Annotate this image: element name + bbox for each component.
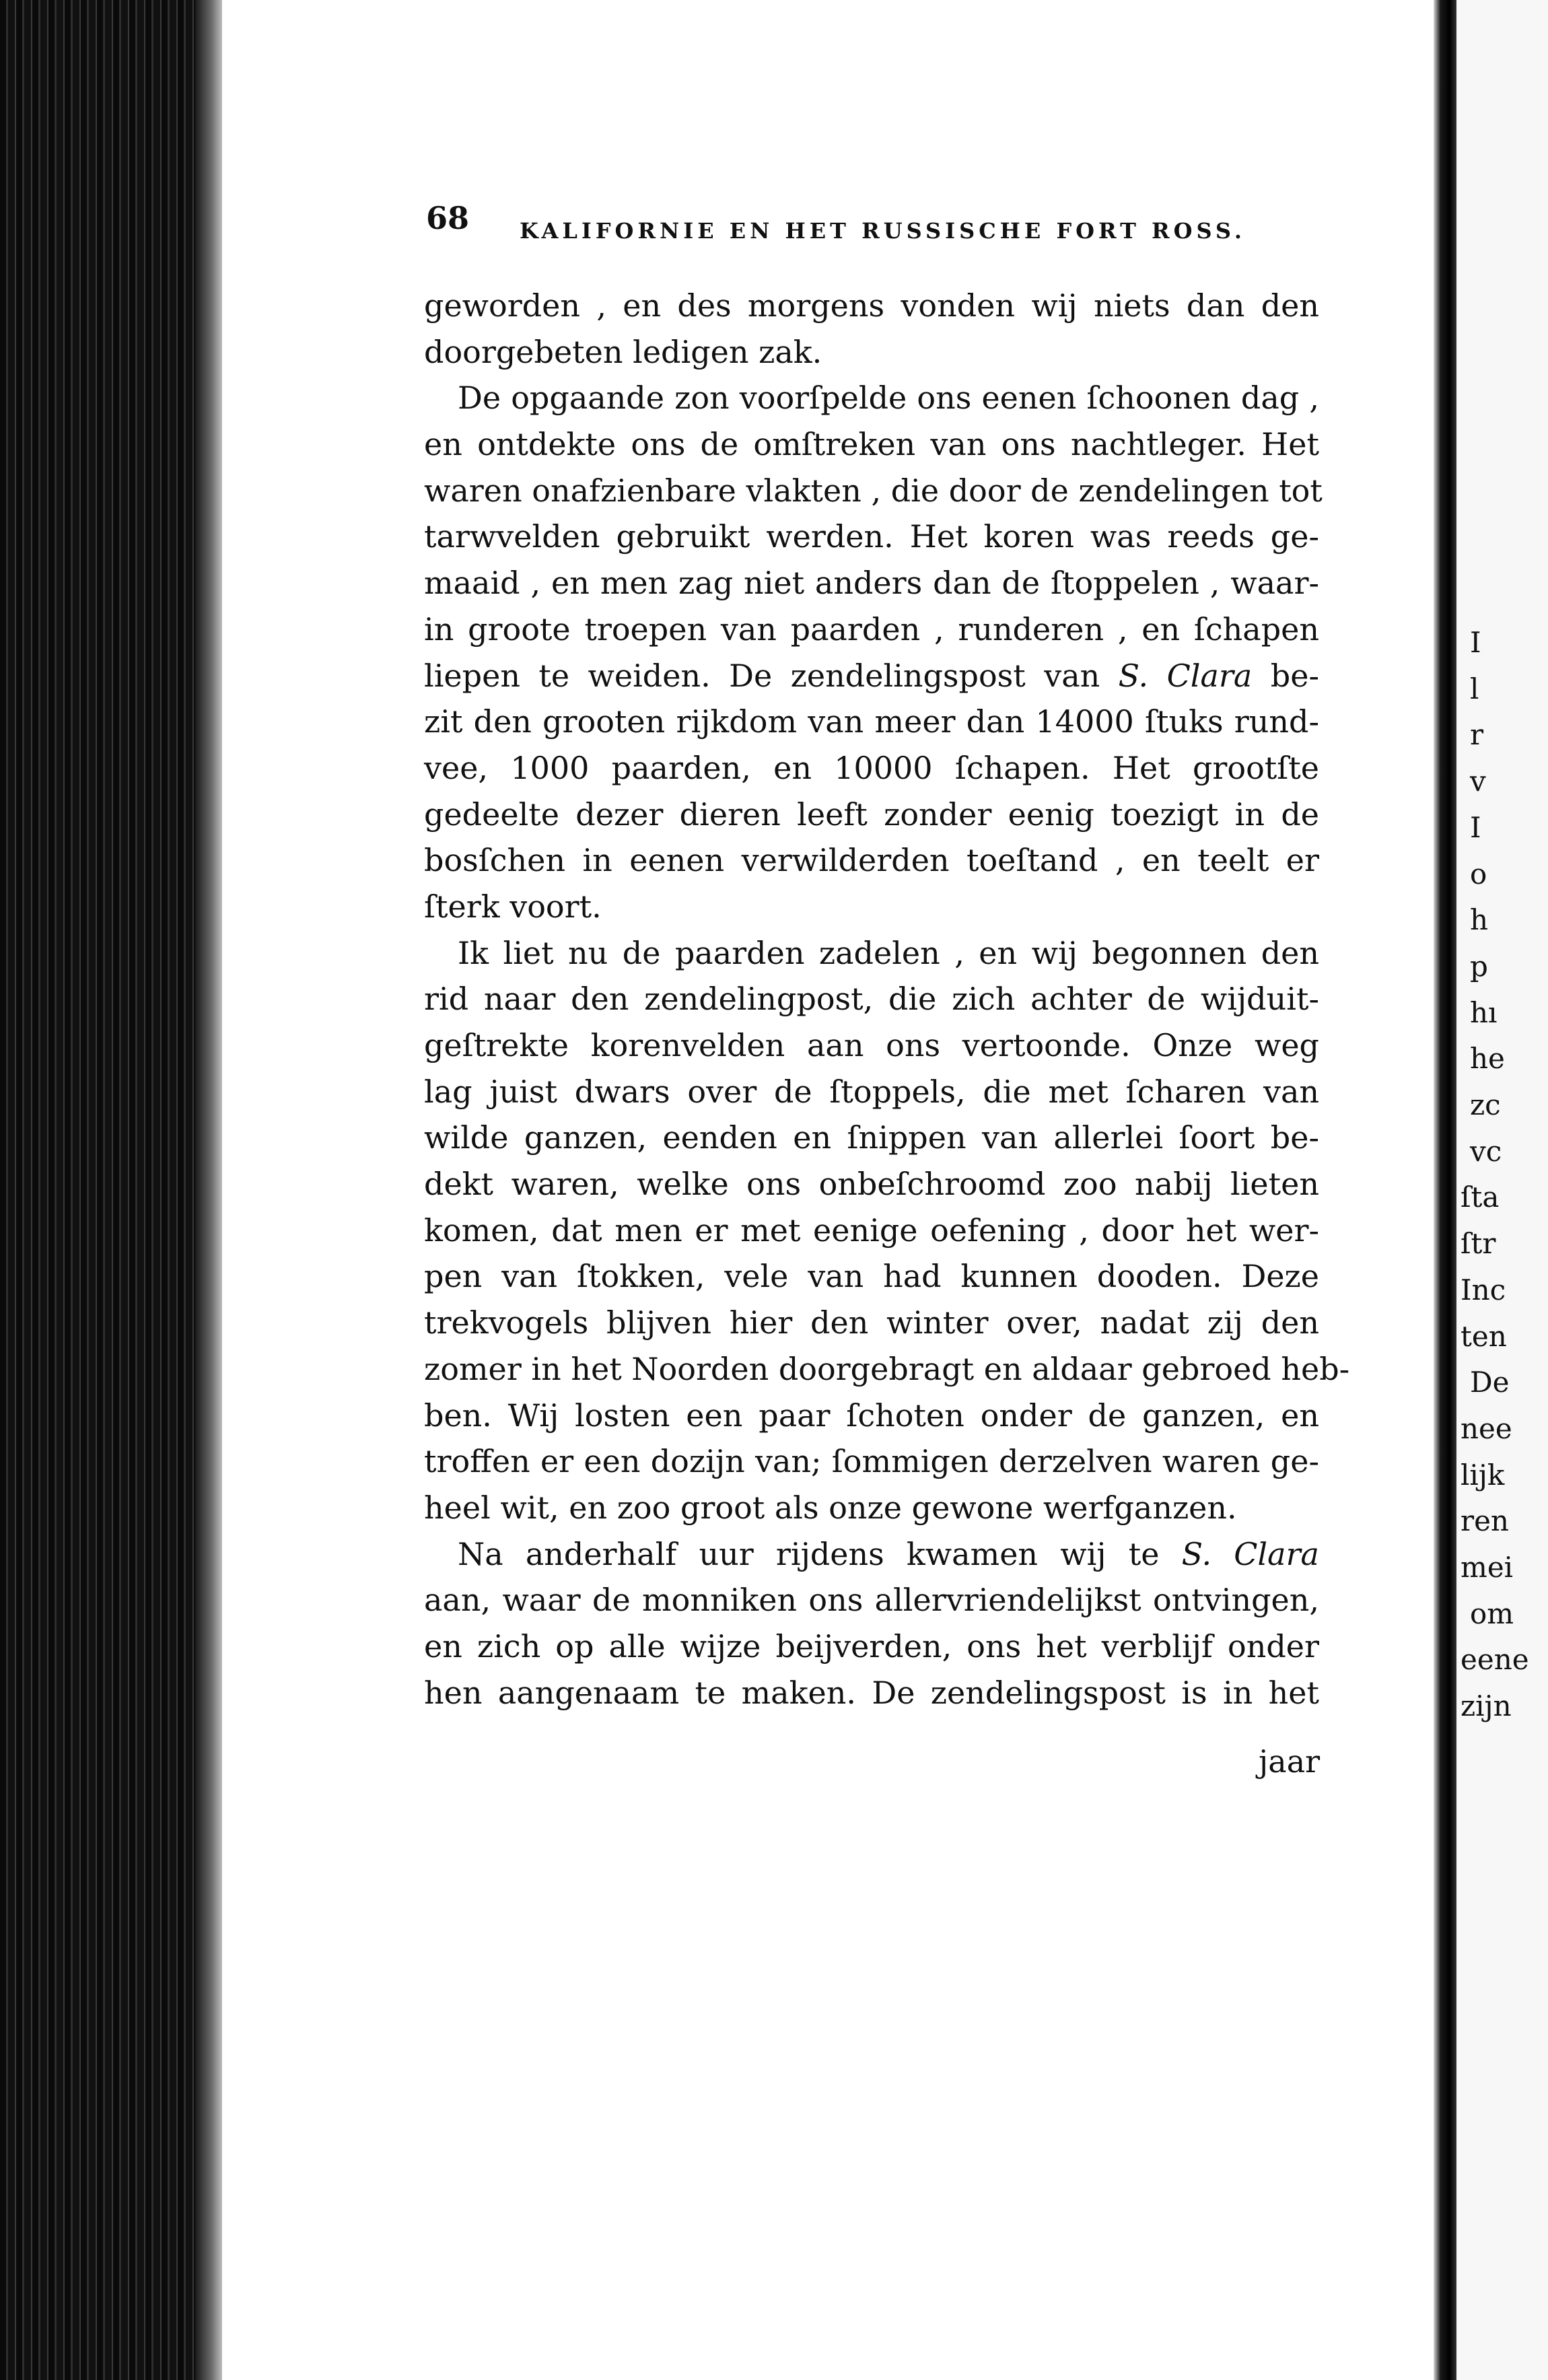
next-page-fragment: v [1470,765,1486,798]
text-line: geworden , en des morgens vonden wij niets dan den [424,287,1319,324]
text-line: zomer in het Noorden doorgebragt en aldaar gebroed heb- [424,1350,1350,1387]
next-page-fragment: o [1470,857,1487,890]
text-line-with-italic [424,653,1319,699]
text-line: trekvogels blijven hier den winter over, nadat zij den [424,1304,1319,1341]
page-stack-edge [195,0,222,2380]
text-line: waren onafzienbare vlakten , die door de zendelingen tot [424,472,1323,509]
next-page-fragment: r [1470,718,1484,752]
next-page-fragment: l [1470,672,1479,705]
next-page-fragment: ſta [1461,1181,1500,1214]
paragraph-3 [424,930,1350,1531]
next-page-fragment: lijk [1461,1458,1505,1492]
next-page-fragment: Inc [1461,1273,1506,1306]
next-page-fragment: ren [1461,1504,1509,1538]
text-line: troffen er een dozijn van; ſommigen derzelven waren ge- [424,1443,1319,1480]
next-page-fragment: I [1470,810,1481,844]
next-page-fragment: zc [1470,1088,1501,1121]
text-line: ſterk voort. [424,888,602,925]
text-line: bosſchen in eenen verwilderden toeſtand , en teelt er [424,842,1319,879]
next-page-fragment: I [1470,626,1481,659]
text-line: heel wit, en zoo groot als onze gewone werfganzen. [424,1489,1237,1526]
text-line: hen aangenaam te maken. De zendelingspost is in het [424,1674,1319,1711]
text-line: geſtrekte korenvelden aan ons vertoonde. Onze weg [424,1027,1319,1063]
text-line: en ontdekte ons de omſtreken van ons nachtleger. Het [424,426,1319,463]
running-head: KALIFORNIE EN HET RUSSISCHE FORT ROSS. [520,218,1246,244]
text-line-with-italic [424,1531,1319,1578]
book-spine [0,0,222,2380]
text-line: Ik liet nu de paarden zadelen , en wij begonnen den [458,934,1319,971]
book-page [222,0,1434,2380]
text-line: en zich op alle wijze beijverden, ons het verblijf onder [424,1628,1319,1665]
text-line: pen van ſtokken, vele van had kunnen dooden. Deze [424,1258,1319,1295]
next-page-fragment: he [1470,1042,1505,1076]
text-line: zit den grooten rijkdom van meer dan 14000 ſtuks rund- [424,703,1319,740]
next-page-fragment: hı [1470,995,1498,1029]
text-line: dekt waren, welke ons onbeſchroomd zoo nabij lieten [424,1166,1319,1203]
text-line: in groote troepen van paarden , runderen , en ſchapen [424,610,1319,648]
text-line: wilde ganzen, eenden en ſnippen van allerlei ſoort be- [424,1119,1319,1156]
text-line: doorgebeten ledigen zak. [424,333,822,370]
next-page-fragment: nee [1461,1411,1512,1445]
next-page-fragment: mei [1461,1551,1514,1584]
italic-place-name: S. Clara [1181,1535,1319,1572]
text-line: komen, dat men er met eenige oefening , door het wer- [424,1212,1319,1249]
text-segment: Na anderhalf uur rijdens kwamen wij te [458,1535,1182,1572]
page-number: 68 [426,200,470,236]
next-page-fragment: eene [1461,1643,1529,1677]
paragraph-2 [424,375,1323,930]
next-page-edge [1456,0,1548,2380]
next-page-fragment: De [1470,1366,1510,1399]
next-page-fragment: zijn [1461,1689,1512,1723]
text-line: gedeelte dezer dieren leeft zonder eenig toezigt in de [424,796,1319,833]
text-line: rid naar den zendelingpost, die zich achter de wijduit- [424,981,1319,1018]
text-line: tarwvelden gebruikt werden. Het koren was reeds ge- [424,518,1319,555]
body-text [424,283,1350,1716]
text-line: maaid , en men zag niet anders dan de ſtoppelen , waar- [424,565,1319,602]
catchword: jaar [1259,1743,1321,1780]
text-segment: liepen te weiden. De zendelingspost van [424,657,1119,694]
paragraph-1 [424,283,1319,375]
next-page-fragment: vc [1470,1134,1502,1168]
next-page-fragment: p [1470,949,1488,983]
text-line: ben. Wij losten een paar ſchoten onder de ganzen, en [424,1397,1319,1434]
next-page-fragment: h [1470,903,1489,937]
text-line: De opgaande zon voorſpelde ons eenen ſchoonen dag , [458,380,1319,417]
next-page-fragment: ſtr [1461,1227,1496,1261]
next-page-fragment: ten [1461,1319,1507,1353]
next-page-fragment: om [1470,1597,1514,1630]
text-line: aan, waar de monniken ons allervriendelijkst ontvingen, [424,1582,1319,1619]
text-line: lag juist dwars over de ſtoppels, die met ſcharen van [424,1073,1319,1110]
italic-place-name: S. Clara [1118,657,1253,694]
text-segment: be- [1252,657,1319,694]
page-gutter [1434,0,1456,2380]
paragraph-4 [424,1531,1319,1716]
text-line: vee, 1000 paarden, en 10000 ſchapen. Het grootſte [424,749,1319,786]
